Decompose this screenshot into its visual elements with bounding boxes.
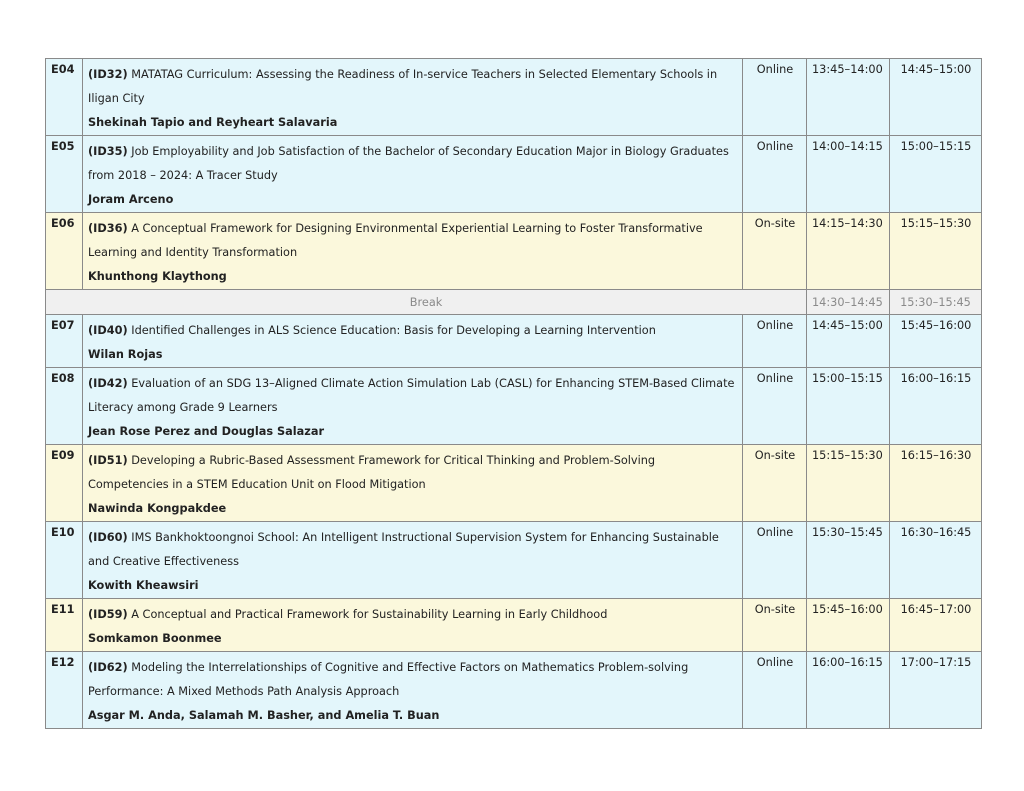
session-row <box>46 445 982 522</box>
time-slot-2: 15:45–16:00 <box>890 315 982 368</box>
break-time-2: 15:30–15:45 <box>890 290 982 315</box>
session-code: E06 <box>46 213 83 290</box>
schedule-table <box>45 58 982 729</box>
session-code: E10 <box>46 522 83 599</box>
time-slot-2: 16:15–16:30 <box>890 445 982 522</box>
session-code: E07 <box>46 315 83 368</box>
paper-id: (ID51) <box>88 454 128 467</box>
paper-cell <box>83 59 743 136</box>
paper-authors: Joram Arceno <box>88 193 174 206</box>
paper-authors: Jean Rose Perez and Douglas Salazar <box>88 425 325 438</box>
paper-cell <box>83 368 743 445</box>
paper-cell <box>83 213 743 290</box>
session-row <box>46 522 982 599</box>
paper-cell <box>83 599 743 652</box>
time-slot-1: 15:15–15:30 <box>807 445 890 522</box>
paper-id: (ID42) <box>88 377 128 390</box>
session-row <box>46 599 982 652</box>
paper-authors: Khunthong Klaythong <box>88 270 227 283</box>
time-slot-1: 16:00–16:15 <box>807 652 890 729</box>
break-label: Break <box>46 290 807 315</box>
paper-id: (ID60) <box>88 531 128 544</box>
session-code: E05 <box>46 136 83 213</box>
paper-title: Identified Challenges in ALS Science Education: Basis for Developing a Learning Intervention <box>131 324 656 337</box>
presentation-mode: Online <box>743 315 807 368</box>
time-slot-2: 16:00–16:15 <box>890 368 982 445</box>
presentation-mode: On-site <box>743 599 807 652</box>
paper-title: Job Employability and Job Satisfaction of the Bachelor of Secondary Education Major in Biology Graduates from 2018 – 2024: A Tracer Study <box>88 145 729 182</box>
paper-authors: Wilan Rojas <box>88 348 163 361</box>
paper-id: (ID36) <box>88 222 128 235</box>
paper-authors: Asgar M. Anda, Salamah M. Basher, and Amelia T. Buan <box>88 709 440 722</box>
session-code: E04 <box>46 59 83 136</box>
paper-cell <box>83 445 743 522</box>
paper-authors: Kowith Kheawsiri <box>88 579 199 592</box>
time-slot-2: 17:00–17:15 <box>890 652 982 729</box>
paper-cell <box>83 652 743 729</box>
paper-id: (ID40) <box>88 324 128 337</box>
paper-id: (ID62) <box>88 661 128 674</box>
paper-authors: Nawinda Kongpakdee <box>88 502 227 515</box>
paper-cell <box>83 315 743 368</box>
paper-authors: Somkamon Boonmee <box>88 632 222 645</box>
session-code: E09 <box>46 445 83 522</box>
session-row <box>46 136 982 213</box>
paper-title: A Conceptual Framework for Designing Environmental Experiential Learning to Foster Transformative Learning and Identity Transformation <box>88 222 703 259</box>
presentation-mode: Online <box>743 136 807 213</box>
time-slot-1: 15:30–15:45 <box>807 522 890 599</box>
paper-cell <box>83 522 743 599</box>
time-slot-2: 15:15–15:30 <box>890 213 982 290</box>
paper-authors: Shekinah Tapio and Reyheart Salavaria <box>88 116 338 129</box>
session-row <box>46 315 982 368</box>
time-slot-2: 16:30–16:45 <box>890 522 982 599</box>
presentation-mode: Online <box>743 368 807 445</box>
session-row <box>46 652 982 729</box>
presentation-mode: On-site <box>743 213 807 290</box>
paper-title: Evaluation of an SDG 13–Aligned Climate Action Simulation Lab (CASL) for Enhancing STEM-Based Climate Literacy among Grade 9 Learners <box>88 377 735 414</box>
time-slot-1: 14:00–14:15 <box>807 136 890 213</box>
session-code: E11 <box>46 599 83 652</box>
paper-id: (ID32) <box>88 68 128 81</box>
presentation-mode: Online <box>743 59 807 136</box>
paper-title: IMS Bankhoktoongnoi School: An Intelligent Instructional Supervision System for Enhancing Sustainable and Creative Effectiveness <box>88 531 719 568</box>
time-slot-2: 16:45–17:00 <box>890 599 982 652</box>
break-time-1: 14:30–14:45 <box>807 290 890 315</box>
time-slot-1: 15:00–15:15 <box>807 368 890 445</box>
paper-title: MATATAG Curriculum: Assessing the Readiness of In-service Teachers in Selected Elementary Schools in Iligan City <box>88 68 718 105</box>
session-code: E12 <box>46 652 83 729</box>
paper-id: (ID59) <box>88 608 128 621</box>
session-row <box>46 368 982 445</box>
session-code: E08 <box>46 368 83 445</box>
time-slot-2: 14:45–15:00 <box>890 59 982 136</box>
paper-title: Developing a Rubric-Based Assessment Framework for Critical Thinking and Problem-Solving Competencies in a STEM Education Unit on Flood Mitigation <box>88 454 656 491</box>
paper-title: A Conceptual and Practical Framework for Sustainability Learning in Early Childhood <box>131 608 608 621</box>
paper-id: (ID35) <box>88 145 128 158</box>
session-row <box>46 59 982 136</box>
time-slot-2: 15:00–15:15 <box>890 136 982 213</box>
time-slot-1: 13:45–14:00 <box>807 59 890 136</box>
paper-cell <box>83 136 743 213</box>
time-slot-1: 14:45–15:00 <box>807 315 890 368</box>
session-row <box>46 213 982 290</box>
presentation-mode: Online <box>743 522 807 599</box>
time-slot-1: 15:45–16:00 <box>807 599 890 652</box>
presentation-mode: On-site <box>743 445 807 522</box>
time-slot-1: 14:15–14:30 <box>807 213 890 290</box>
paper-title: Modeling the Interrelationships of Cognitive and Effective Factors on Mathematics Problem-solving Performance: A Mixed Methods Path Analysis Approach <box>88 661 689 698</box>
presentation-mode: Online <box>743 652 807 729</box>
break-row <box>46 290 982 315</box>
